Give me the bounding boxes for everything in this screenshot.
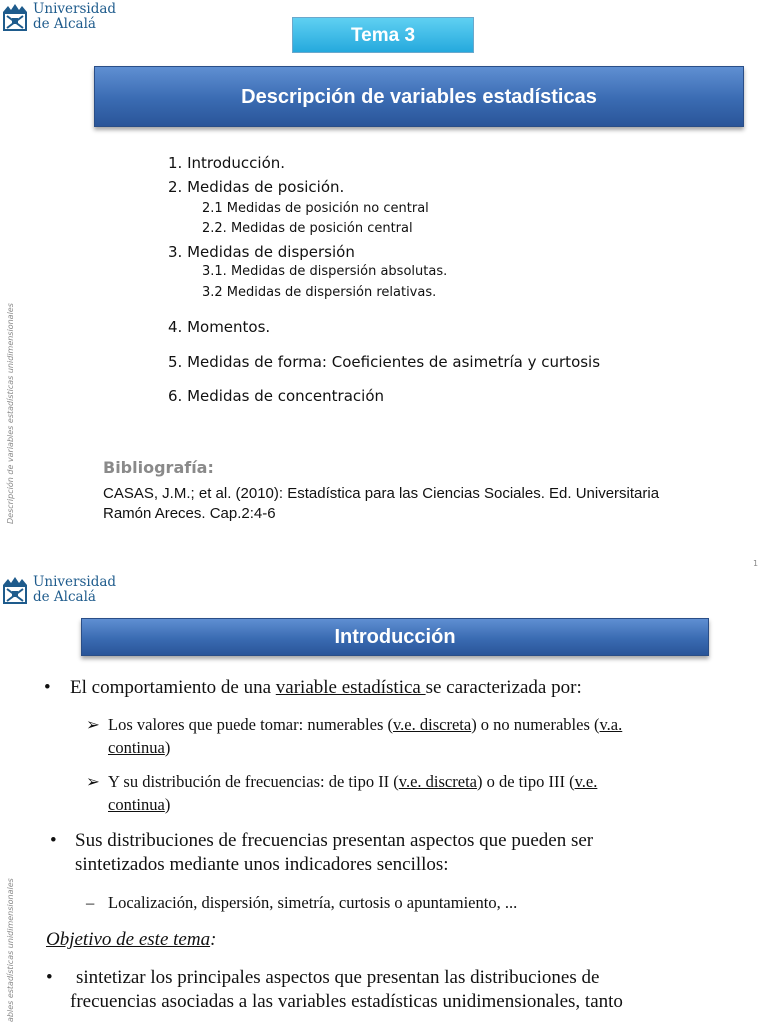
bullet-text-line: Sus distribuciones de frecuencias presentan aspectos que pueden ser bbox=[75, 830, 594, 851]
bullet-text-line: sintetizados mediante unos indicadores sencillos: bbox=[75, 854, 449, 875]
bullet-marker: • bbox=[46, 967, 53, 988]
university-name bbox=[33, 2, 116, 32]
bullet-text-part: se caracterizada por: bbox=[425, 677, 582, 698]
toc-item: 1. Introducción. bbox=[168, 154, 286, 172]
text-underlined: continua bbox=[108, 795, 165, 814]
dash-marker: – bbox=[86, 893, 95, 912]
text-underlined: continua bbox=[108, 738, 165, 757]
side-caption: Descripción de variables estadísticas unidimensionales bbox=[6, 303, 15, 524]
toc-subitem: 3.2 Medidas de dispersión relativas. bbox=[202, 285, 437, 300]
bibliography-heading: Bibliografía: bbox=[103, 458, 214, 477]
bullet-text bbox=[75, 829, 593, 877]
university-crest-icon bbox=[1, 575, 29, 605]
bullet-marker: • bbox=[50, 830, 57, 851]
toc-subitem: 2.1 Medidas de posición no central bbox=[202, 201, 429, 216]
text-part: ) bbox=[164, 795, 171, 814]
toc-item: 6. Medidas de concentración bbox=[168, 387, 385, 405]
text-underlined: v.a. bbox=[599, 715, 623, 734]
bullet-text bbox=[70, 966, 623, 1014]
tema-label: Tema 3 bbox=[292, 17, 474, 53]
objective-heading-colon: : bbox=[210, 929, 217, 950]
university-name-line1: Universidad bbox=[33, 1, 117, 17]
arrow-marker: ➢ bbox=[86, 772, 100, 791]
objective-heading-underlined: Objetivo de este tema bbox=[46, 929, 211, 950]
text-underlined: v.e. bbox=[574, 772, 598, 791]
university-name-line1: Universidad bbox=[33, 574, 117, 590]
slide-title: Descripción de variables estadísticas bbox=[94, 66, 744, 127]
toc-item: 4. Momentos. bbox=[168, 318, 271, 336]
page-number: 1 bbox=[753, 559, 759, 568]
text-part: ) o no numerables ( bbox=[471, 715, 600, 734]
text-part: Y su distribución de frecuencias: de tipo II ( bbox=[108, 772, 399, 791]
objective-heading bbox=[46, 928, 216, 952]
arrow-marker: ➢ bbox=[86, 715, 100, 734]
slide-2 bbox=[0, 570, 768, 1024]
toc-item: 5. Medidas de forma: Coeficientes de asimetría y curtosis bbox=[168, 353, 601, 371]
sub-bullet-text bbox=[108, 713, 718, 759]
text-underlined: v.e. discreta bbox=[393, 715, 472, 734]
toc-subitem: 2.2. Medidas de posición central bbox=[202, 221, 413, 236]
university-logo bbox=[1, 2, 116, 32]
side-caption: ables estadísticas unidimensionales bbox=[6, 878, 15, 1022]
text-underlined: v.e. discreta bbox=[398, 772, 477, 791]
sub-bullet-text bbox=[108, 770, 718, 816]
bibliography-text: CASAS, J.M.; et al. (2010): Estadística para las Ciencias Sociales. Ed. Universitaria Ramón Areces. Cap.2:4-6 bbox=[103, 485, 660, 522]
text-part: Los valores que puede tomar: numerables ( bbox=[108, 715, 393, 734]
university-name-line2: de Alcalá bbox=[33, 16, 96, 32]
bullet-text-part: El comportamiento de una bbox=[70, 677, 276, 698]
dash-text: Localización, dispersión, simetría, curtosis o apuntamiento, ... bbox=[108, 893, 518, 912]
university-name-line2: de Alcalá bbox=[33, 589, 96, 605]
university-name bbox=[33, 575, 116, 605]
toc-item: 3. Medidas de dispersión bbox=[168, 243, 355, 261]
bullet-text-line: sintetizar los principales aspectos que presentan las distribuciones de bbox=[76, 967, 600, 988]
university-crest-icon bbox=[1, 2, 29, 32]
bullet-text-underlined: variable estadística bbox=[275, 677, 426, 698]
slide-title: Introducción bbox=[81, 618, 709, 656]
bullet-text bbox=[70, 676, 582, 700]
text-part: ) bbox=[164, 738, 171, 757]
bullet-text-line: frecuencias asociadas a las variables estadísticas unidimensionales, tanto bbox=[70, 991, 623, 1012]
bullet-marker: • bbox=[44, 677, 51, 698]
toc-item: 2. Medidas de posición. bbox=[168, 178, 345, 196]
text-part: ) o de tipo III ( bbox=[476, 772, 575, 791]
university-logo bbox=[1, 575, 116, 605]
toc-subitem: 3.1. Medidas de dispersión absolutas. bbox=[202, 264, 448, 279]
